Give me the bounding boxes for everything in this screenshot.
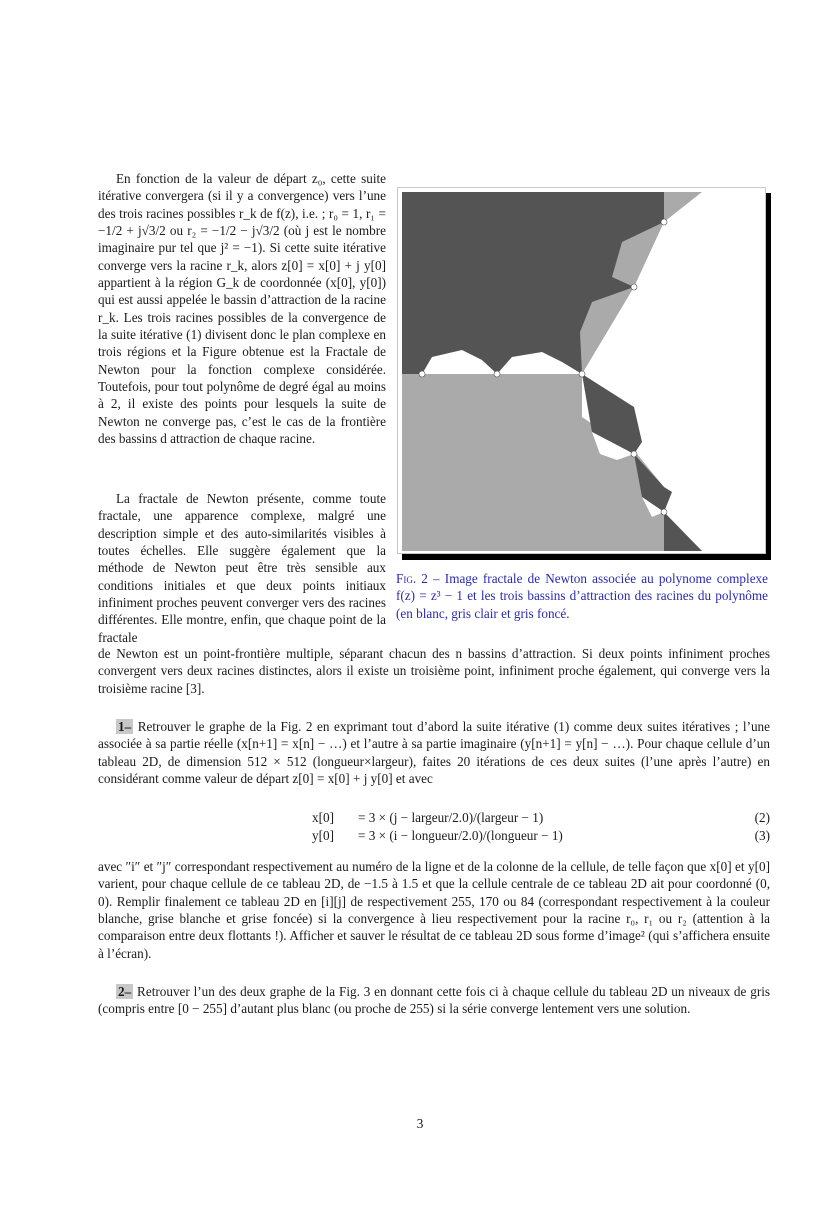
question-2-text: Retrouver l’un des deux graphe de la Fig. 3 en donnant cette fois ci à chaque cellule du tableau 2D un niveaux de gris (compris entre [0 − 255] d’autant plus blanc (ou proche de 255) si la série converge lentement vers une solution. [98, 984, 771, 1017]
question-1-number: 1– [118, 719, 132, 734]
page-number: 3 [416, 1116, 424, 1131]
equation-2-rhs: = 3 × (j − largeur/2.0)/(largeur − 1) [358, 810, 544, 825]
figure-caption [396, 570, 768, 622]
equation-2-number: (2) [754, 810, 770, 825]
paragraph-fractal-properties-continued: de Newton est un point-frontière multiple, séparant chacun des n bassins d’attraction. Si deux points infiniment proches convergent vers deux racines distinctes, alors il existe un troisième point, infiniment proche également, qui converge vers la troisième racine [3]. [98, 646, 770, 696]
paragraph-roots-convergence: En fonction de la valeur de départ z₀, cette suite itérative convergera (si il y a convergence) vers l’une des trois racines possibles r_k de f(z), i.e. ; r₀ = 1, r₁ = −1/2 + j√3/2 ou r₂ = −1/2 − j√3/2 (où j est le nombre imaginaire pur tel que j² = −1). Si cette suite itérative converge vers la racine r_k, alors z[0] = x[0] + j y[0] appartient à la région G_k de coordonnée (x[0], y[0]) qui est aussi appelée le bassin d’attraction de la racine r_k. Les trois racines possibles de la convergence de la suite itérative (1) divisent donc le plan complexe en trois régions et la Figure obtenue est la Fractale de Newton pour la fonction complexe considérée. Toutefois, pour tout polynôme de degré égal au moins à 2, il existe des points pour lesquels la suite de Newton ne converge pas, c’est le cas de la frontière des bassins d attraction de chaque racine. [98, 171, 386, 447]
question-2 [98, 983, 770, 1018]
figure-newton-fractal [397, 187, 766, 554]
question-1 [98, 718, 770, 787]
figure-label: Fig. 2 [396, 571, 428, 586]
paragraph-fractal-properties: La fractale de Newton présente, comme toute fractale, une apparence complexe, malgré une description simple et des auto-similarités visibles à toutes échelles. Elle suggère également que la méthode de Newton peut être très sensible aux conditions initiales et que deux points initiaux infiniment proches peuvent converger vers des racines différentes. Elle montre, enfin, que chaque point de la fractale [98, 491, 386, 645]
equation-3 [98, 828, 770, 846]
newton-fractal-image [402, 192, 763, 551]
question-1-text: Retrouver le graphe de la Fig. 2 en exprimant tout d’abord la suite itérative (1) comme deux suites itératives ; l’une associée à sa partie réelle (x[n+1] = x[n] − …) et l’autre à sa partie imaginaire (y[n+1] = y[n] − …). Pour chaque cellule d’un tableau 2D, de dimension 512 × 512 (longueur×largeur), faites 20 itérations de ces deux suites (l’une après l’autre) en considérant comme valeur de départ z[0] = x[0] + j y[0] et avec [98, 719, 770, 787]
figure-caption-text: – Image fractale de Newton associée au polynome complexe f(z) = z³ − 1 et les trois bassins d’attraction des racines du polynôme (en blanc, gris clair et gris foncé. [396, 571, 768, 621]
equation-3-number: (3) [754, 828, 770, 843]
equation-2 [98, 810, 770, 828]
figure-frame [397, 187, 766, 554]
equation-3-rhs: = 3 × (i − longueur/2.0)/(longueur − 1) [358, 828, 563, 843]
question-1-continued: avec ″i″ et ″j″ correspondant respectivement au numéro de la ligne et de la colonne de la cellule, de telle façon que x[0] et y[0] varient, pour chaque cellule de ce tableau 2D, de −1.5 à 1.5 et que la cellule centrale de ce tableau 2D ait pour coordonné (0, 0). Remplir finalement ce tableau 2D en [i][j] de respectivement 255, 170 ou 84 (correspondant respectivement à la couleur blanche, grise blanche et grise foncée) si la convergence à lieu respectivement pour la racine r₀, r₁ ou r₂ (attention à la comparaison entre deux flottants !). Afficher et sauver le résultat de ce tableau 2D sous forme d’image² (qui s’affichera ensuite à l’écran). [98, 859, 770, 961]
equation-2-lhs: x[0] [312, 810, 334, 825]
question-2-number: 2– [118, 984, 132, 999]
equation-3-lhs: y[0] [312, 828, 334, 843]
